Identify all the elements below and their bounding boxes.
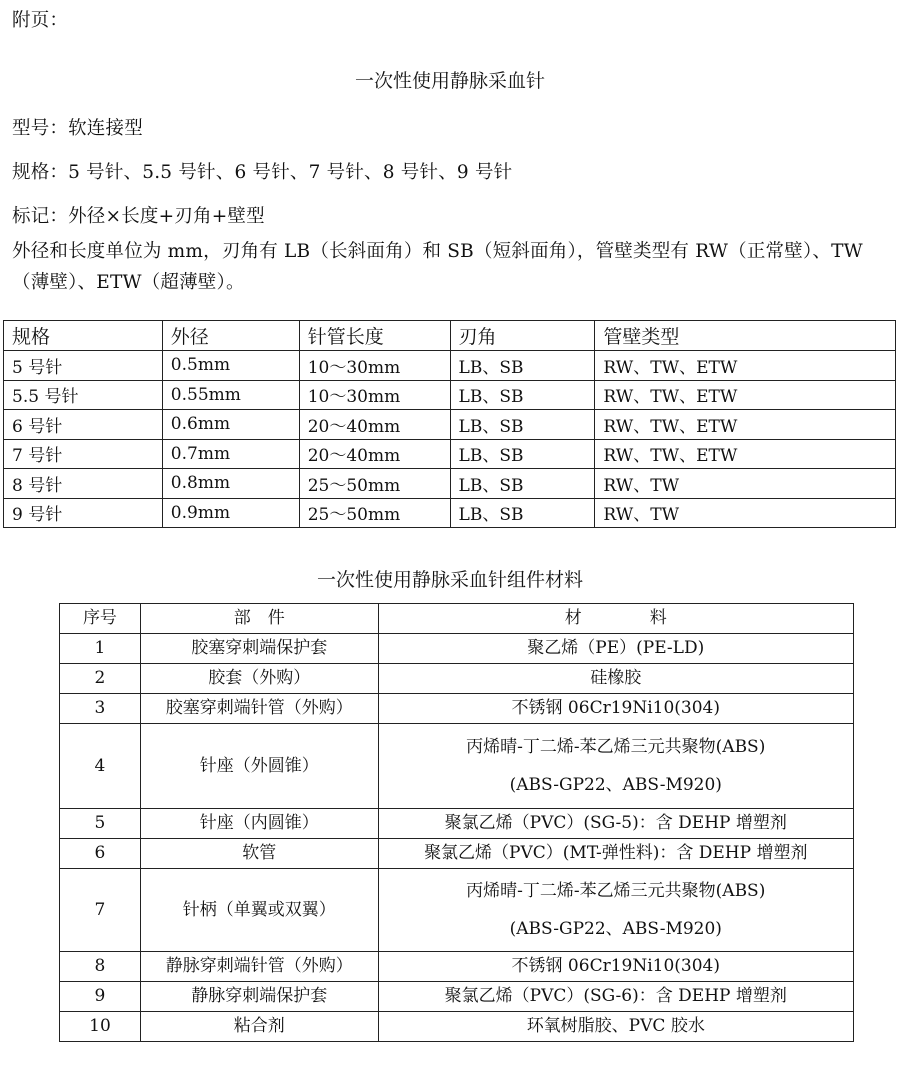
spec-line: 规格：5 号针、5.5 号针、6 号针、7 号针、8 号针、9 号针 (12, 162, 513, 183)
note-paragraph: 外径和长度单位为 mm，刃角有 LB（长斜面角）和 SB（短斜面角），管壁类型有 RW（正常壁）、TW（薄壁）、ETW（超薄壁）。 (12, 241, 863, 293)
table-cell: 聚氯乙烯（PVC）(MT-弹性料)：含 DEHP 增塑剂 (378, 839, 853, 869)
table-cell: 1 (60, 634, 141, 664)
spec-table (3, 320, 896, 528)
spec-header-cell: 针管长度 (299, 321, 450, 351)
table-cell: LB、SB (450, 380, 595, 410)
table-cell: 20～40mm (299, 439, 450, 469)
table-cell: LB、SB (450, 439, 595, 469)
table-row (60, 869, 854, 952)
table-cell: 静脉穿刺端保护套 (140, 982, 378, 1012)
table-cell: 5.5 号针 (4, 380, 163, 410)
table-row (60, 952, 854, 982)
table-row (4, 439, 896, 469)
material-line: 丙烯晴-丁二烯-苯乙烯三元共聚物(ABS) (466, 737, 766, 757)
materials-header-cell: 材 料 (378, 604, 853, 634)
table-row (60, 664, 854, 694)
table-cell: 胶套（外购） (140, 664, 378, 694)
table-cell: 8 (60, 952, 141, 982)
document-title: 一次性使用静脉采血针 (354, 70, 545, 92)
appendix-label: 附页： (12, 10, 69, 31)
table-cell: 不锈钢 06Cr19Ni10(304) (378, 952, 853, 982)
table-cell: 9 号针 (4, 498, 163, 528)
table-row (4, 498, 896, 528)
table-cell: 20～40mm (299, 410, 450, 440)
table-cell: 硅橡胶 (378, 664, 853, 694)
table-cell: 聚氯乙烯（PVC）(SG-5)：含 DEHP 增塑剂 (378, 809, 853, 839)
table-cell: 25～50mm (299, 498, 450, 528)
table-cell: 胶塞穿刺端针管（外购） (140, 694, 378, 724)
table-cell (378, 869, 853, 952)
table-cell: RW、TW、ETW (595, 439, 896, 469)
table-cell: 0.5mm (162, 351, 299, 381)
spec-table-header-row (4, 321, 896, 351)
spec-header-cell: 管壁类型 (595, 321, 896, 351)
materials-header-cell: 序号 (60, 604, 141, 634)
table-cell: RW、TW、ETW (595, 380, 896, 410)
table-cell: 7 号针 (4, 439, 163, 469)
table-row (4, 469, 896, 499)
table-cell (378, 724, 853, 809)
table-cell: RW、TW、ETW (595, 351, 896, 381)
table-cell: 胶塞穿刺端保护套 (140, 634, 378, 664)
material-line: (ABS-GP22、ABS-M920) (509, 919, 722, 939)
material-line: (ABS-GP22、ABS-M920) (509, 775, 722, 795)
table-cell: 5 (60, 809, 141, 839)
table-cell: 0.55mm (162, 380, 299, 410)
table-row (60, 1012, 854, 1042)
table-cell: 6 号针 (4, 410, 163, 440)
table-cell: 0.9mm (162, 498, 299, 528)
table-cell: 10 (60, 1012, 141, 1042)
materials-header-row (60, 604, 854, 634)
table-cell: 0.8mm (162, 469, 299, 499)
table-cell: RW、TW (595, 469, 896, 499)
table-cell: RW、TW (595, 498, 896, 528)
table-row (60, 724, 854, 809)
table-cell: 针柄（单翼或双翼） (140, 869, 378, 952)
table-cell: 粘合剂 (140, 1012, 378, 1042)
table-row (4, 351, 896, 381)
table-cell: 25～50mm (299, 469, 450, 499)
table-row (60, 839, 854, 869)
mark-line: 标记：外径×长度+刃角+壁型 (12, 206, 265, 227)
table-row (60, 634, 854, 664)
materials-title: 一次性使用静脉采血针组件材料 (316, 569, 583, 591)
table-cell: 针座（内圆锥） (140, 809, 378, 839)
table-cell: 4 (60, 724, 141, 809)
table-cell: 静脉穿刺端针管（外购） (140, 952, 378, 982)
table-row (4, 410, 896, 440)
table-cell: 软管 (140, 839, 378, 869)
spec-header-cell: 规格 (4, 321, 163, 351)
table-cell: 8 号针 (4, 469, 163, 499)
table-cell: RW、TW、ETW (595, 410, 896, 440)
table-cell: 0.6mm (162, 410, 299, 440)
table-cell: 9 (60, 982, 141, 1012)
table-cell: 5 号针 (4, 351, 163, 381)
table-cell: 2 (60, 664, 141, 694)
table-cell: 不锈钢 06Cr19Ni10(304) (378, 694, 853, 724)
materials-table (59, 603, 854, 1042)
materials-header-cell: 部 件 (140, 604, 378, 634)
table-cell: 针座（外圆锥） (140, 724, 378, 809)
material-line: 丙烯晴-丁二烯-苯乙烯三元共聚物(ABS) (466, 881, 766, 901)
table-cell: 6 (60, 839, 141, 869)
table-cell: 7 (60, 869, 141, 952)
table-cell: 10～30mm (299, 380, 450, 410)
table-cell: LB、SB (450, 469, 595, 499)
table-cell: LB、SB (450, 498, 595, 528)
model-line: 型号：软连接型 (12, 118, 143, 139)
table-cell: 聚氯乙烯（PVC）(SG-6)：含 DEHP 增塑剂 (378, 982, 853, 1012)
table-cell: LB、SB (450, 410, 595, 440)
table-row (60, 809, 854, 839)
table-row (4, 380, 896, 410)
table-cell: 10～30mm (299, 351, 450, 381)
spec-header-cell: 刃角 (450, 321, 595, 351)
table-cell: 环氧树脂胶、PVC 胶水 (378, 1012, 853, 1042)
table-row (60, 982, 854, 1012)
table-cell: LB、SB (450, 351, 595, 381)
table-cell: 3 (60, 694, 141, 724)
spec-header-cell: 外径 (162, 321, 299, 351)
table-cell: 0.7mm (162, 439, 299, 469)
table-cell: 聚乙烯（PE）(PE-LD) (378, 634, 853, 664)
table-row (60, 694, 854, 724)
